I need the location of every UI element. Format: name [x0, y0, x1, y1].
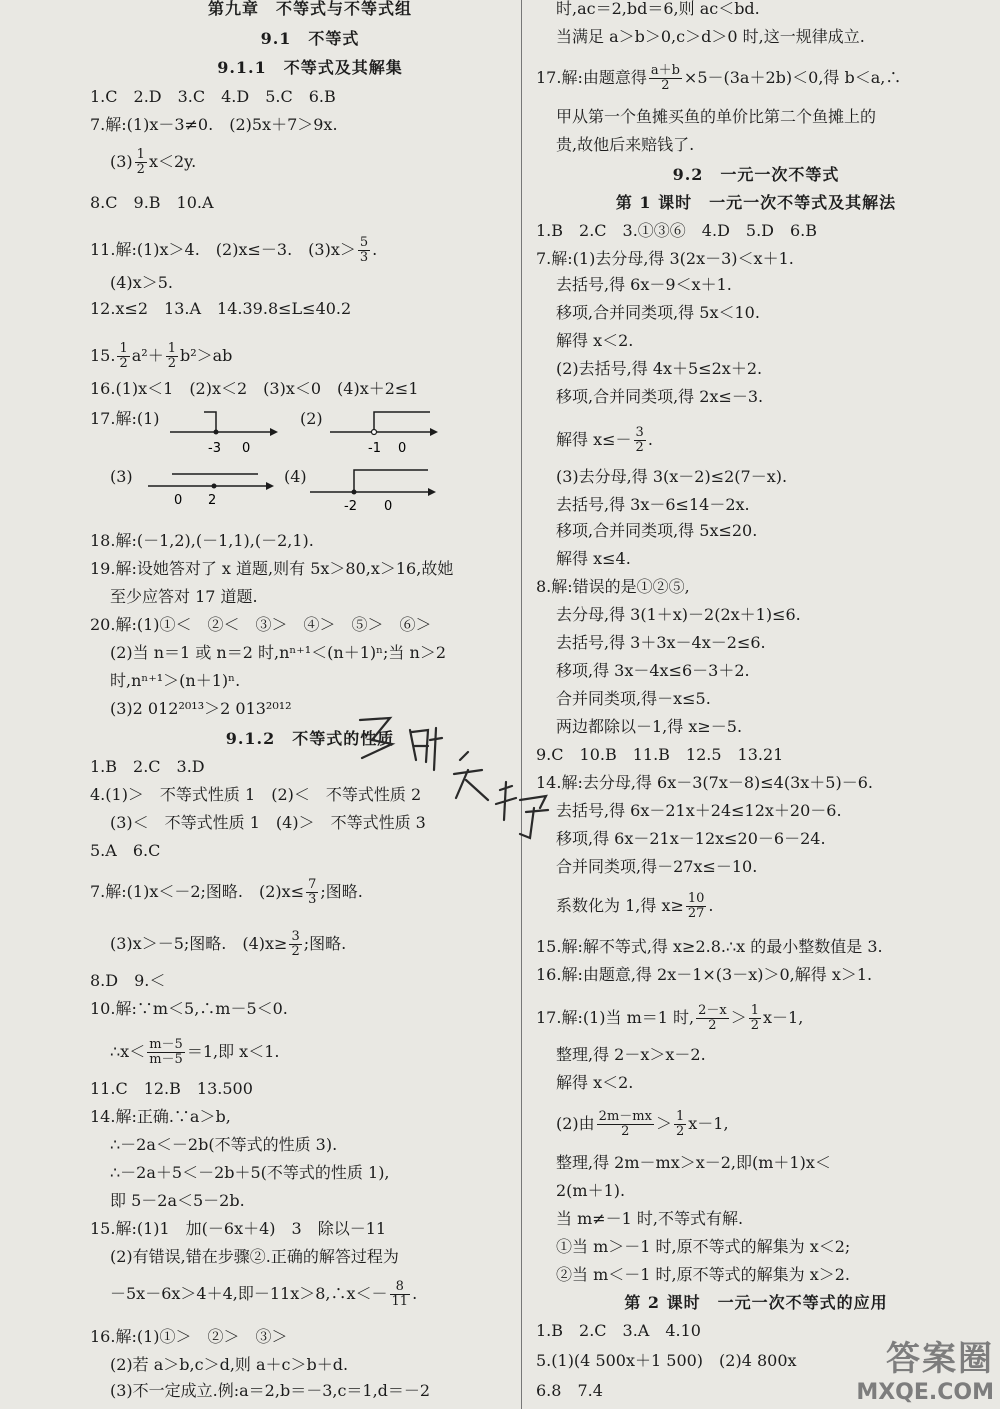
- answer-line: 12.x≤2 13.A 14.39.8≤L≤40.2: [90, 299, 352, 318]
- answer-line: 7.解:(1)x－3≠0. (2)5x＋7＞9x.: [90, 115, 338, 134]
- answer-line: 去括号,得 3x－6≤14－2x.: [556, 495, 750, 514]
- answer-line: 去括号,得 6x－21x＋24≤12x＋20－6.: [556, 801, 842, 820]
- answer-line: 即 5－2a＜5－2b.: [110, 1191, 245, 1210]
- watermark: [856, 1331, 994, 1405]
- answer-line: 16.(1)x＜1 (2)x＜2 (3)x＜0 (4)x＋2≤1: [90, 379, 419, 398]
- answer-line: 17.解:(1)当 m＝1 时, $\frac{2-x}{2}$ ＞ $\frac{1}{2}$ x－1,: [536, 1003, 804, 1033]
- answer-line: 1.B 2.C 3.A 4.10: [536, 1321, 701, 1340]
- answer-line: 8.C 9.B 10.A: [90, 193, 214, 212]
- answer-line: (4)x＞5.: [110, 273, 173, 292]
- answer-line: 贵,故他后来赔钱了.: [556, 135, 695, 154]
- answer-line: 11.解:(1)x＞4. (2)x≤－3. (3)x＞ $\frac{5}{3}$ .: [90, 235, 378, 265]
- answer-line: 整理,得 2－x＞x－2.: [556, 1045, 706, 1064]
- answer-line: 14.解:正确.∵a＞b,: [90, 1107, 231, 1126]
- answer-line: －5x－6x＞4＋4,即－11x＞8,∴x＜－ $\frac{8}{11}$ .: [110, 1279, 418, 1309]
- answer-line: 11.C 12.B 13.500: [90, 1079, 253, 1098]
- answer-line: 去分母,得 3(1＋x)－2(2x＋1)≤6.: [556, 605, 801, 624]
- watermark-name: 答案圈: [886, 1339, 994, 1379]
- answer-line: 15.解:解不等式,得 x≥2.8.∴x 的最小整数值是 3.: [536, 937, 883, 956]
- answer-line: (2)若 a＞b,c＞d,则 a＋c＞b＋d.: [110, 1355, 349, 1374]
- tick-label: -3: [208, 441, 221, 456]
- answer-line: 17.解:(1): [90, 409, 160, 428]
- answer-line: 16.解:(1)①＞ ②＞ ③＞: [90, 1327, 288, 1346]
- answer-line: (3)不一定成立.例:a＝2,b＝－3,c＝1,d＝－2: [110, 1381, 431, 1400]
- answer-line: 移项,得 6x－21x－12x≤20－6－24.: [556, 829, 826, 848]
- number-line-1: [170, 408, 280, 458]
- answer-line: ∴x＜ $\frac{m-5}{m-5}$ ＝1,即 x＜1.: [110, 1037, 280, 1067]
- answer-line: 15. $\frac{1}{2}$ a²＋ $\frac{1}{2}$ b²＞ab: [90, 341, 233, 371]
- subsection-title: 9.1.2 不等式的性质: [225, 729, 395, 748]
- answer-line: (2)有错误,错在步骤②.正确的解答过程为: [110, 1247, 399, 1266]
- handwritten-signature: [350, 700, 570, 870]
- answer-line: 当满足 a＞b＞0,c＞d＞0 时,这一规律成立.: [556, 27, 865, 46]
- answer-line: 1.B 2.C 3.D: [90, 757, 205, 776]
- answer-line: 两边都除以－1,得 x≥－5.: [556, 717, 743, 736]
- tick-label: -2: [344, 499, 357, 512]
- answer-line: 去括号,得 6x－9＜x＋1.: [556, 275, 732, 294]
- answer-line: 合并同类项,得－x≤5.: [556, 689, 711, 708]
- answer-line: (3)＜ 不等式性质 1 (4)＞ 不等式性质 3: [110, 813, 426, 832]
- answer-line: 14.解:去分母,得 6x－3(7x－8)≤4(3x＋5)－6.: [536, 773, 873, 792]
- lesson-title: 第 2 课时 一元一次不等式的应用: [624, 1293, 888, 1312]
- answer-line: 移项,合并同类项,得 2x≤－3.: [556, 387, 764, 406]
- tick-label: 0: [174, 493, 183, 508]
- answer-line: (2)去括号,得 4x＋5≤2x＋2.: [556, 359, 763, 378]
- answer-line: 当 m≠－1 时,不等式有解.: [556, 1209, 744, 1228]
- answer-line: ∴－2a＜－2b(不等式的性质 3).: [110, 1135, 338, 1154]
- answer-line: 移项,合并同类项,得 5x≤20.: [556, 521, 758, 540]
- answer-line: 6.8 7.4: [536, 1381, 603, 1400]
- answer-line: (3)x＞－5;图略. (4)x≥ $\frac{3}{2}$ ;图略.: [110, 929, 347, 959]
- tick-label: 0: [398, 441, 407, 456]
- answer-line: 解得 x≤－ $\frac{3}{2}$ .: [556, 425, 653, 455]
- answer-line: 5.(1)(4 500x＋1 500) (2)4 800x: [536, 1351, 797, 1370]
- answer-line: 17.解:由题意得 $\frac{a+b}{2}$ ×5－(3a＋2b)＜0,得 b＜a,∴: [536, 63, 902, 93]
- answer-line: 合并同类项,得－27x≤－10.: [556, 857, 758, 876]
- answer-line: (2)由 $\frac{2m-mx}{2}$ ＞ $\frac{1}{2}$ x－1,: [556, 1109, 729, 1139]
- section-title: 9.2 一元一次不等式: [672, 165, 840, 184]
- answer-line: 16.解:由题意,得 2x－1×(3－x)＞0,解得 x＞1.: [536, 965, 873, 984]
- answer-line: 整理,得 2m－mx＞x－2,即(m＋1)x＜: [556, 1153, 831, 1172]
- answer-line: (3): [110, 467, 133, 486]
- answer-line: 8.解:错误的是①②⑤,: [536, 577, 690, 596]
- number-line-3: [148, 462, 278, 510]
- answer-line: 时,nⁿ⁺¹＞(n＋1)ⁿ.: [110, 671, 241, 690]
- watermark-url: MXQE.COM: [856, 1380, 994, 1405]
- answer-line: 移项,得 3x－4x≤6－3＋2.: [556, 661, 750, 680]
- answer-line: 20.解:(1)①＜ ②＜ ③＞ ④＞ ⑤＞ ⑥＞: [90, 615, 432, 634]
- answer-line: 9.C 10.B 11.B 12.5 13.21: [536, 745, 784, 764]
- answer-line: 系数化为 1,得 x≥ $\frac{10}{27}$ .: [556, 891, 714, 921]
- tick-label: 0: [384, 499, 393, 512]
- answer-line: (2)当 n＝1 或 n＝2 时,nⁿ⁺¹＜(n＋1)ⁿ;当 n＞2: [110, 643, 447, 662]
- answer-line: ②当 m＜－1 时,原不等式的解集为 x＞2.: [556, 1265, 850, 1284]
- answer-line: 解得 x＜2.: [556, 331, 634, 350]
- lesson-title: 第 1 课时 一元一次不等式及其解法: [615, 193, 897, 212]
- answer-line: ①当 m＞－1 时,原不等式的解集为 x＜2;: [556, 1237, 851, 1256]
- answer-line: ∴－2a＋5＜－2b＋5(不等式的性质 1),: [110, 1163, 390, 1182]
- answer-line: (2): [300, 409, 323, 428]
- tick-label: -1: [368, 441, 381, 456]
- subsection-title: 9.1.1 不等式及其解集: [217, 58, 403, 77]
- number-line-2: [330, 408, 440, 458]
- answer-line: (4): [284, 467, 307, 486]
- answer-line: 甲从第一个鱼摊买鱼的单价比第二个鱼摊上的: [556, 107, 877, 126]
- answer-line: 解得 x＜2.: [556, 1073, 634, 1092]
- chapter-title: 第九章 不等式与不等式组: [207, 0, 412, 18]
- answer-line: 解得 x≤4.: [556, 549, 631, 568]
- answer-line: 7.解:(1)x＜－2;图略. (2)x≤ $\frac{7}{3}$ ;图略.: [90, 877, 363, 907]
- answer-line: 19.解:设她答对了 x 道题,则有 5x＞80,x＞16,故她: [90, 559, 454, 578]
- number-line-4: [310, 462, 440, 512]
- answer-line: 5.A 6.C: [90, 841, 161, 860]
- answer-line: 移项,合并同类项,得 5x＜10.: [556, 303, 760, 322]
- answer-line: 10.解:∵m＜5,∴m－5＜0.: [90, 999, 288, 1018]
- answer-line: 至少应答对 17 道题.: [110, 587, 258, 606]
- answer-line: 4.(1)＞ 不等式性质 1 (2)＜ 不等式性质 2: [90, 785, 422, 804]
- answer-line: 7.解:(1)去分母,得 3(2x－3)＜x＋1.: [536, 249, 794, 268]
- answer-line: 去括号,得 3＋3x－4x－2≤6.: [556, 633, 766, 652]
- answer-line: (3)去分母,得 3(x－2)≤2(7－x).: [556, 467, 788, 486]
- answer-line: (3)2 012²⁰¹³＞2 013²⁰¹²: [110, 699, 292, 718]
- answer-line: 时,ac＝2,bd＝6,则 ac＜bd.: [556, 0, 760, 18]
- answer-line: 1.B 2.C 3.①③⑥ 4.D 5.D 6.B: [536, 221, 818, 240]
- answer-line: 18.解:(－1,2),(－1,1),(－2,1).: [90, 531, 314, 550]
- section-title: 9.1 不等式: [260, 29, 360, 48]
- answer-line: 8.D 9.＜: [90, 971, 166, 990]
- answer-line: 15.解:(1)1 加(－6x＋4) 3 除以－11: [90, 1219, 387, 1238]
- tick-label: 0: [242, 441, 251, 456]
- answer-line: (3) $\frac{1}{2}$ x＜2y.: [110, 147, 197, 177]
- answer-line: 2(m＋1).: [556, 1181, 626, 1200]
- answer-line: 1.C 2.D 3.C 4.D 5.C 6.B: [90, 87, 336, 106]
- tick-label: 2: [208, 493, 217, 508]
